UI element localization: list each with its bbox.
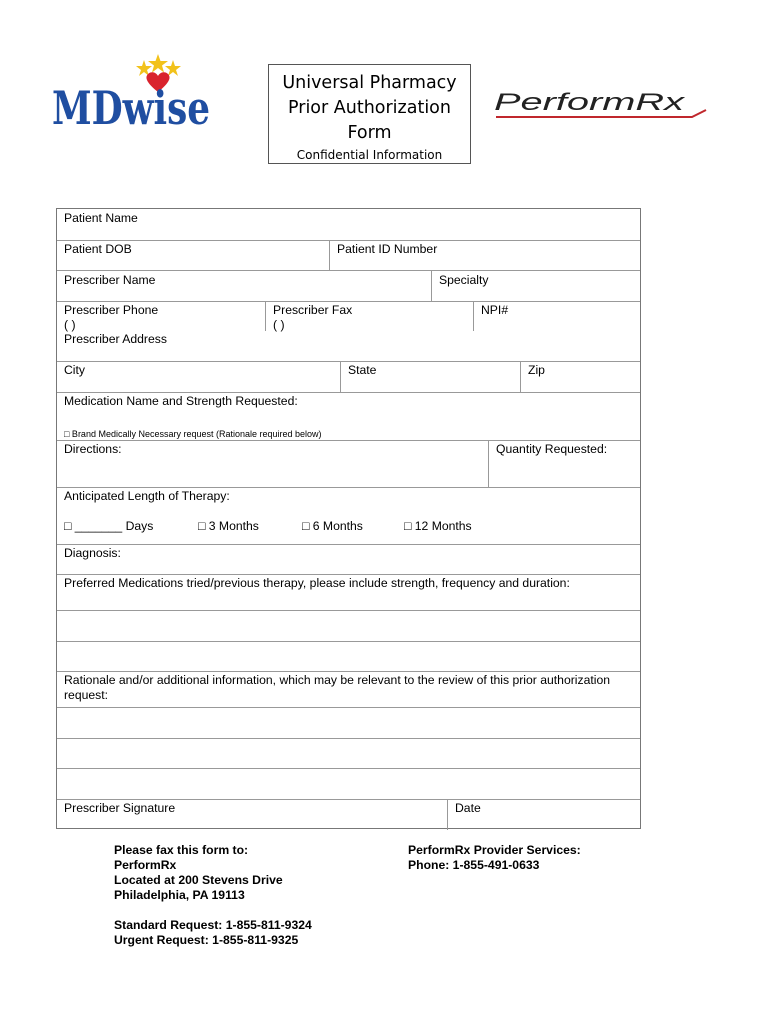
row-directions	[57, 440, 640, 487]
form-title-box	[268, 64, 471, 164]
row-prescriber-name	[57, 270, 640, 301]
phone-area-code: ( )	[64, 318, 76, 332]
svg-text:MDwise: MDwise	[52, 81, 210, 135]
patient-dob-field[interactable]: Patient DOB	[64, 242, 132, 256]
patient-id-field: Patient ID Number	[337, 242, 438, 256]
provider-services-phone: Phone: 1-855-491-0633	[408, 858, 540, 872]
prescriber-signature-field[interactable]: Prescriber Signature	[64, 801, 176, 815]
quantity-field: Quantity Requested:	[496, 442, 608, 456]
row-therapy-length	[57, 487, 640, 544]
therapy-days-checkbox[interactable]: □ _______ Days	[64, 519, 154, 533]
fax-instructions: Please fax this form to: PerformRx Located at 200 Stevens Drive Philadelphia, PA 19113 Standard Request: 1-855-811-9324 Urgent Request: 1-855-811-9325	[114, 843, 312, 947]
medication-field[interactable]: Medication Name and Strength Requested:	[64, 394, 298, 408]
rationale-field-continued: request:	[64, 688, 109, 702]
preferred-meds-field[interactable]: Preferred Medications tried/previous therapy, please include strength, frequency and duration:	[64, 576, 570, 590]
date-cell[interactable]	[447, 800, 642, 830]
state-field: State	[348, 363, 377, 377]
standard-request-fax: Standard Request: 1-855-811-9324	[114, 918, 312, 932]
brand-necessary-checkbox[interactable]: □ Brand Medically Necessary request (Rationale required below)	[64, 429, 322, 439]
row-phone-fax	[57, 301, 640, 331]
mdwise-logo	[52, 52, 214, 134]
form-title: Universal Pharmacy Prior Authorization Form	[282, 73, 457, 143]
rationale-line[interactable]	[57, 707, 640, 738]
prescriber-name-field[interactable]: Prescriber Name	[64, 273, 156, 287]
date-field: Date	[455, 801, 481, 815]
prescriber-fax-field: Prescriber Fax	[273, 303, 353, 317]
fax-area-code: ( )	[273, 318, 285, 332]
quantity-cell[interactable]	[488, 441, 642, 487]
rationale-line[interactable]	[57, 768, 640, 799]
preferred-meds-line[interactable]	[57, 610, 640, 641]
city-field[interactable]: City	[64, 363, 85, 377]
row-rationale	[57, 671, 640, 707]
therapy-length-label: Anticipated Length of Therapy:	[64, 489, 230, 503]
urgent-request-fax: Urgent Request: 1-855-811-9325	[114, 933, 299, 947]
fax-cell[interactable]	[265, 302, 473, 331]
performrx-logo	[492, 86, 710, 120]
specialty-cell[interactable]	[431, 271, 642, 301]
row-city-state-zip	[57, 361, 640, 392]
diagnosis-field[interactable]: Diagnosis:	[64, 546, 121, 560]
row-dob-id	[57, 240, 640, 270]
therapy-6-months-checkbox[interactable]: □ 6 Months	[302, 519, 363, 533]
preferred-meds-line[interactable]	[57, 641, 640, 671]
row-diagnosis	[57, 544, 640, 574]
zip-field: Zip	[528, 363, 545, 377]
patient-id-cell[interactable]	[329, 241, 642, 270]
zip-cell[interactable]	[520, 362, 642, 392]
svg-text:PerformRx: PerformRx	[494, 89, 686, 116]
prior-auth-form	[56, 208, 641, 829]
rationale-line[interactable]	[57, 738, 640, 768]
patient-name-field[interactable]: Patient Name	[64, 211, 138, 225]
star-icon	[148, 54, 168, 73]
npi-field: NPI#	[481, 303, 509, 317]
specialty-field: Specialty	[439, 273, 489, 287]
provider-services: PerformRx Provider Services: Phone: 1-855-491-0633	[408, 843, 581, 872]
directions-field[interactable]: Directions:	[64, 442, 122, 456]
therapy-12-months-checkbox[interactable]: □ 12 Months	[404, 519, 472, 533]
therapy-3-months-checkbox[interactable]: □ 3 Months	[198, 519, 259, 533]
row-patient-name	[57, 209, 640, 240]
row-preferred-meds	[57, 574, 640, 610]
row-medication	[57, 392, 640, 440]
row-address	[57, 331, 640, 361]
prescriber-address-field[interactable]: Prescriber Address	[64, 332, 167, 346]
npi-cell[interactable]	[473, 302, 642, 331]
prescriber-phone-field[interactable]: Prescriber Phone	[64, 303, 159, 317]
rationale-field[interactable]: Rationale and/or additional information, which may be relevant to the review of this prior authorization	[64, 673, 611, 687]
confidential-label: Confidential Information	[296, 148, 443, 162]
row-signature	[57, 799, 640, 830]
state-cell[interactable]	[340, 362, 520, 392]
